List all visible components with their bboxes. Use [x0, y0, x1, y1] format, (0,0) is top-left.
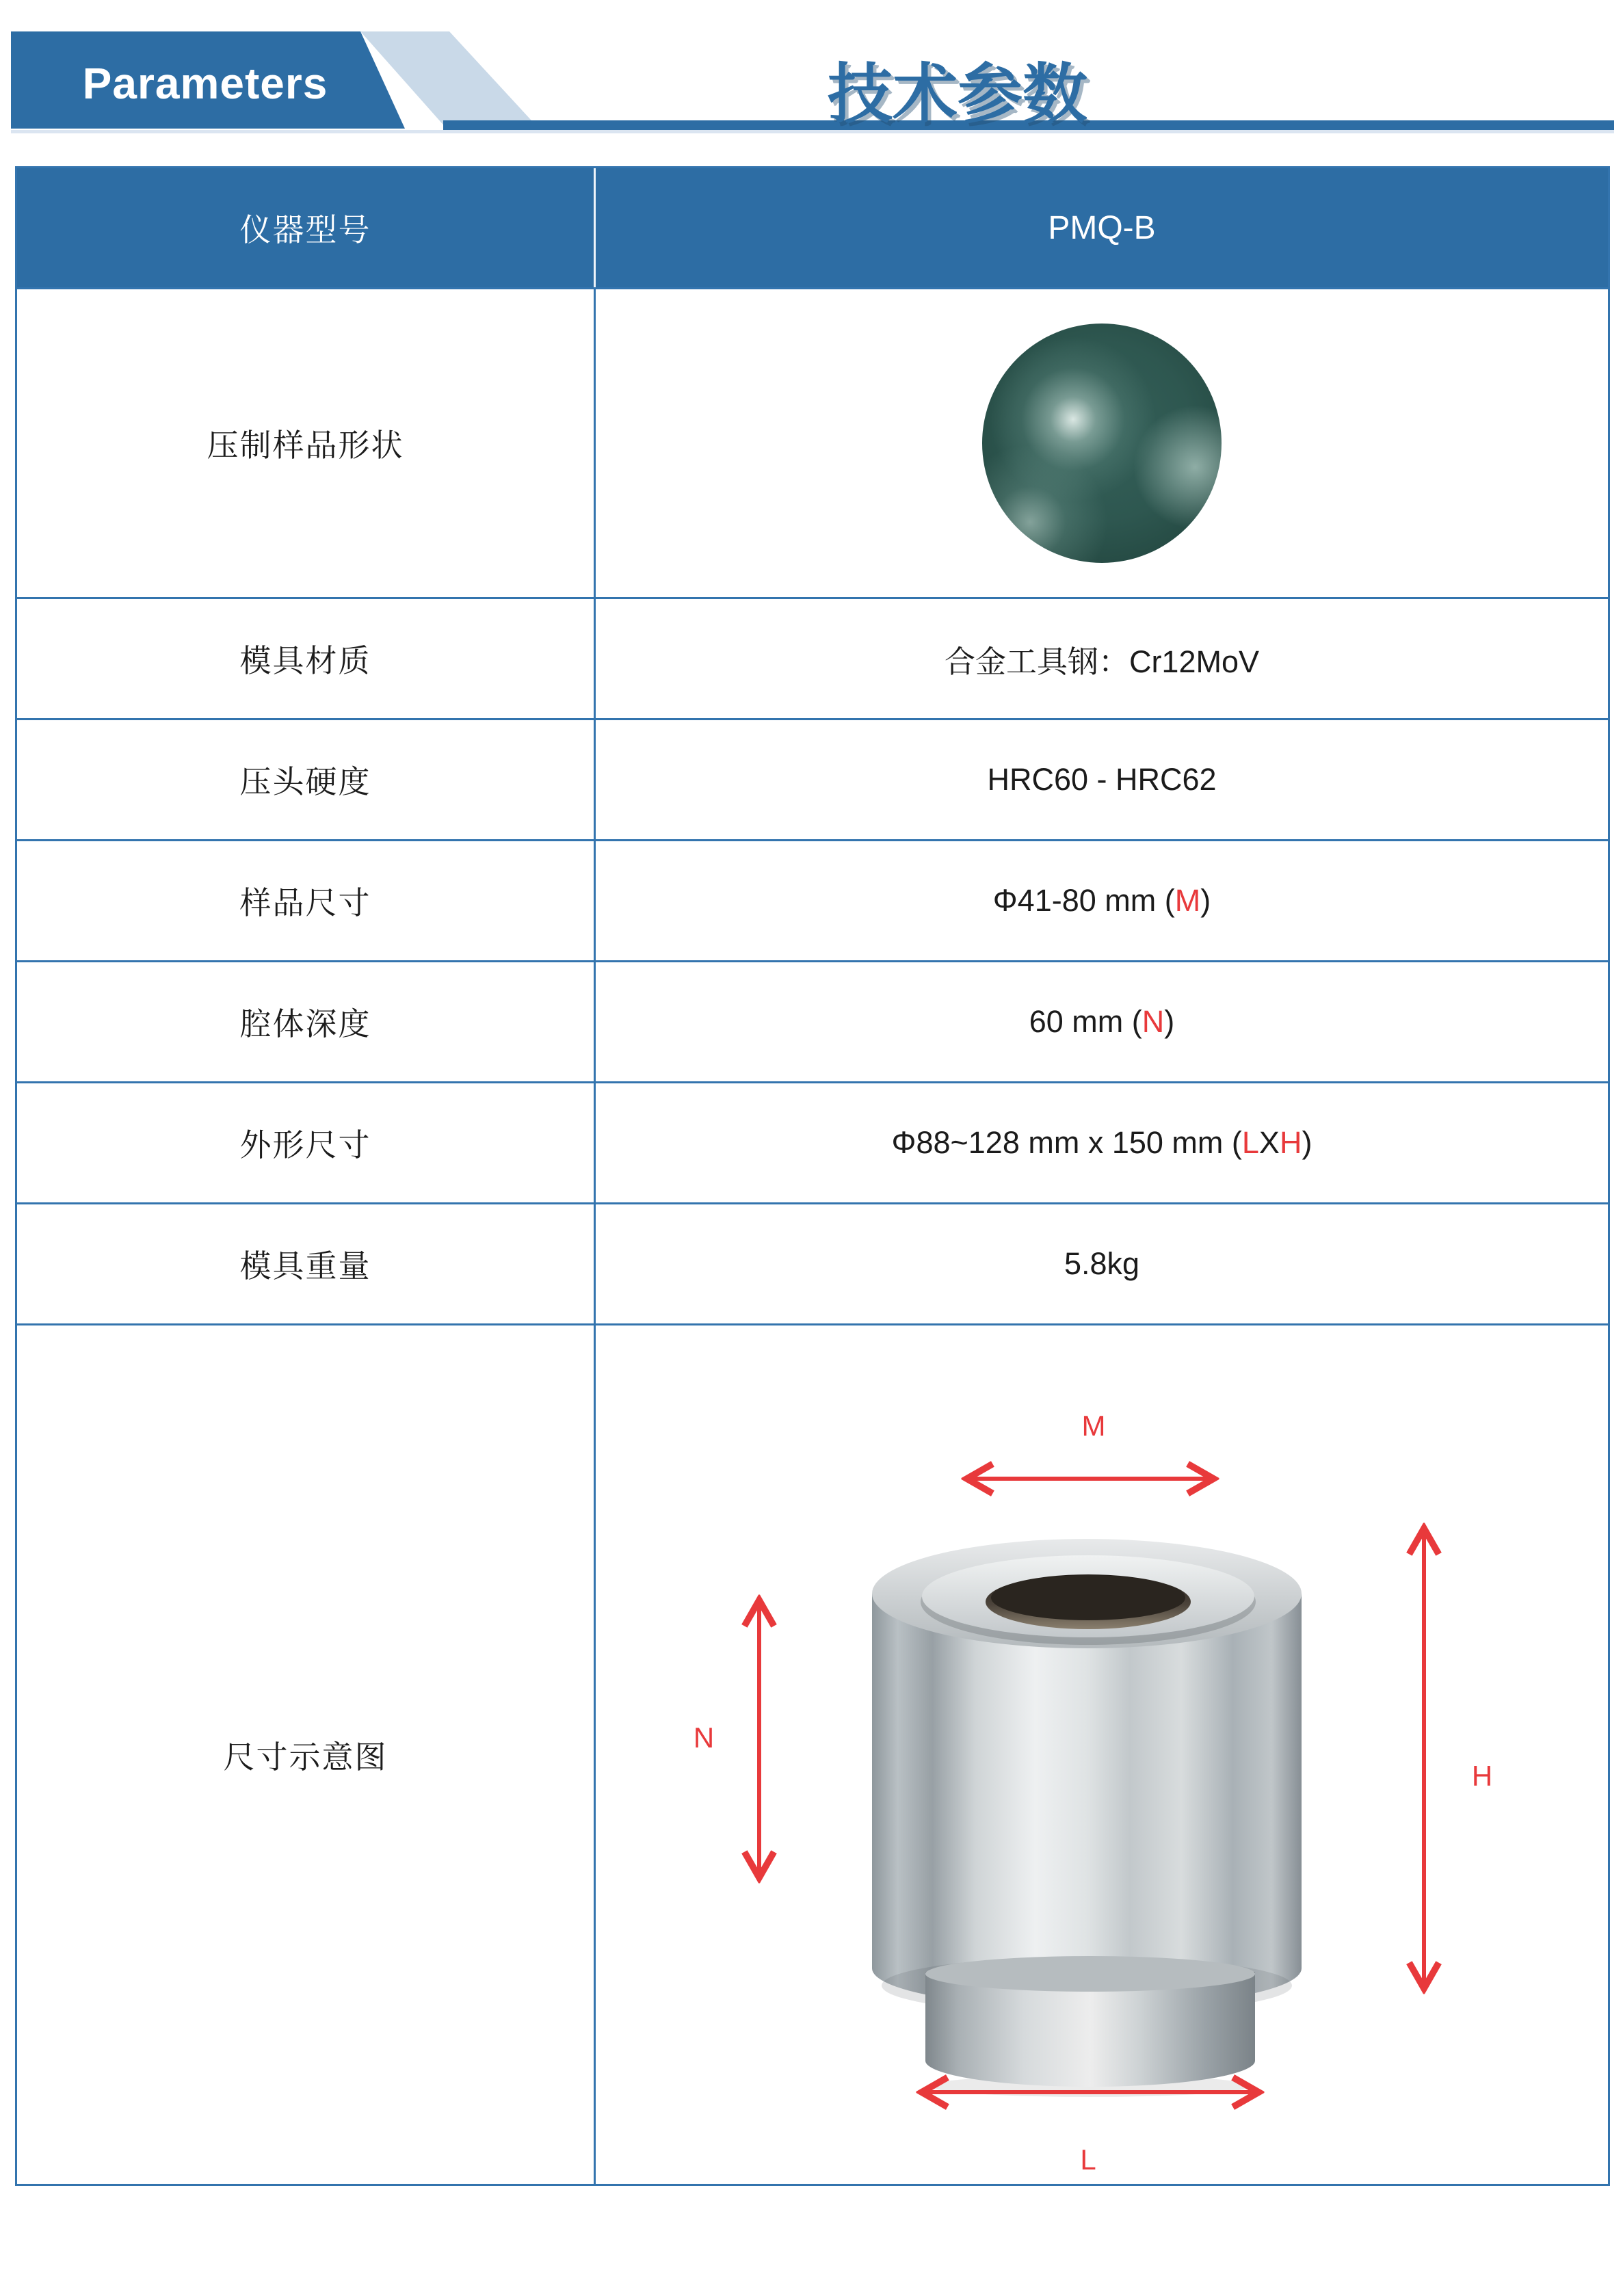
- parameters-table: [15, 166, 1610, 2186]
- row-label: 模具重量: [17, 1204, 596, 1323]
- dim-label-h: H: [1471, 1760, 1493, 1792]
- row-label: 尺寸示意图: [17, 1325, 596, 2184]
- row-label: 压头硬度: [17, 720, 596, 839]
- table-row-sample-shape: [17, 289, 1608, 599]
- dim-label-n: N: [693, 1721, 715, 1754]
- row-label: 腔体深度: [17, 962, 596, 1081]
- table-row-mold-material: [17, 599, 1608, 720]
- header-value-model: PMQ-B: [1048, 209, 1156, 246]
- dimension-diagram: [596, 1325, 1608, 2184]
- row-value: 5.8kg: [1064, 1246, 1140, 1281]
- row-value: 合金工具钢：Cr12MoV: [944, 644, 1260, 679]
- row-value: Φ88~128 mm x 150 mm ( L X H ): [891, 1125, 1312, 1160]
- page-title: 技术参数: [827, 58, 1087, 131]
- dim-label-m: M: [1081, 1410, 1106, 1442]
- sample-sphere-image: [982, 324, 1222, 563]
- row-label: 模具材质: [17, 599, 596, 718]
- row-label: 外形尺寸: [17, 1083, 596, 1202]
- section-tab-label: Parameters: [82, 59, 328, 108]
- table-header-row: [17, 168, 1608, 289]
- row-value: HRC60 - HRC62: [987, 762, 1217, 797]
- table-row-indenter-hardness: [17, 720, 1608, 841]
- dim-label-l: L: [1080, 2143, 1096, 2176]
- row-value: 60 mm ( N ): [1029, 1004, 1175, 1039]
- table-row-cavity-depth: [17, 962, 1608, 1083]
- row-label: 压制样品形状: [17, 289, 596, 597]
- table-row-sample-size: [17, 841, 1608, 962]
- header-label-model: 仪器型号: [17, 168, 596, 287]
- row-value: Φ41-80 mm ( M ): [992, 883, 1211, 918]
- die-mold-image: [596, 1325, 1608, 2184]
- table-row-dimension-diagram: [17, 1325, 1608, 2184]
- row-value: [596, 1325, 1608, 2184]
- row-value: [596, 289, 1608, 597]
- table-row-mold-weight: [17, 1204, 1608, 1325]
- row-label: 样品尺寸: [17, 841, 596, 960]
- table-row-outer-dimensions: [17, 1083, 1608, 1204]
